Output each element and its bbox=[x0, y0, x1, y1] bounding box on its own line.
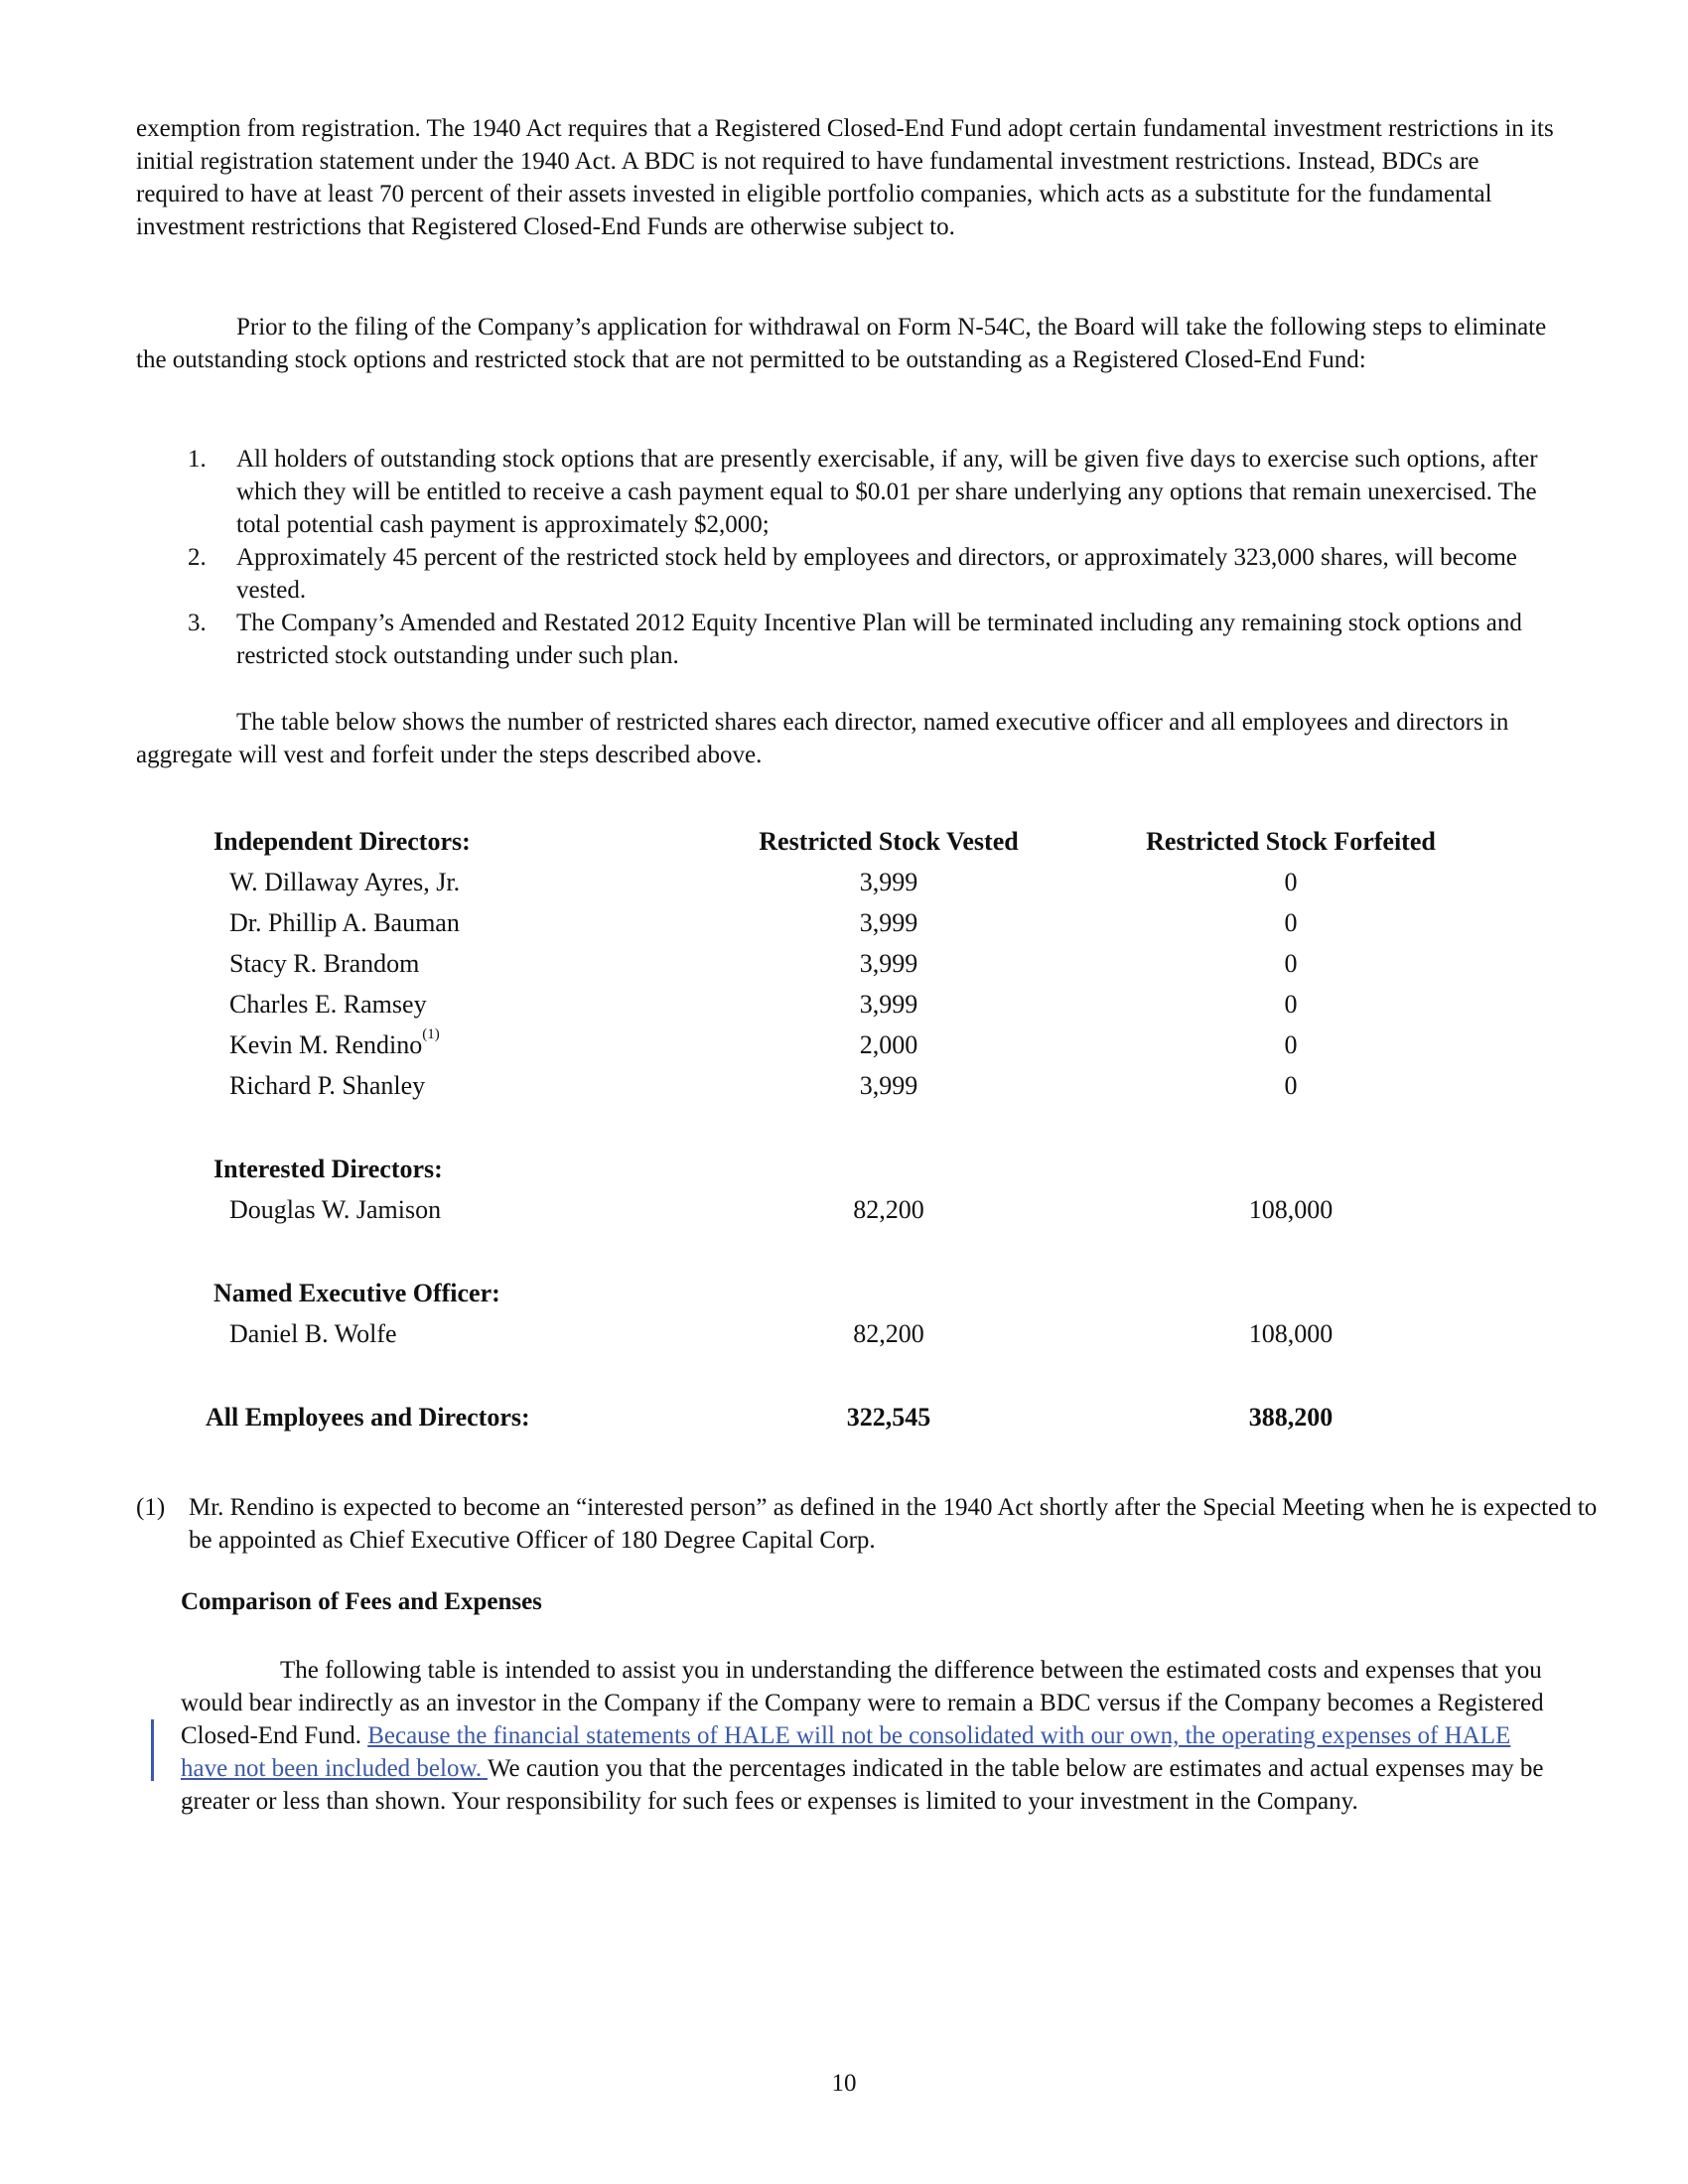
interested-directors-heading: Interested Directors: bbox=[213, 1155, 443, 1183]
total-forfeited-value: 388,200 bbox=[1248, 1403, 1334, 1432]
forfeited-value: 0 bbox=[1284, 1030, 1298, 1059]
list-item-number: 2. bbox=[188, 544, 207, 571]
list-item bbox=[136, 607, 1556, 672]
director-name: Charles E. Ramsey bbox=[229, 990, 427, 1019]
paragraph-text: We caution you that the percentages indicated in the table below are estimates and actual expenses may be greater or less than shown. Your responsibility for such fees or expenses is limited to your investment in the Company. bbox=[181, 1755, 1544, 1815]
table-group-heading bbox=[194, 1279, 1564, 1319]
vested-value: 3,999 bbox=[859, 949, 918, 978]
list-item bbox=[136, 541, 1556, 607]
vested-value: 3,999 bbox=[859, 868, 918, 896]
vested-value: 3,999 bbox=[859, 990, 918, 1019]
vested-value: 82,200 bbox=[853, 1195, 924, 1224]
list-item-text: All holders of outstanding stock options that are presently exercisable, if any, will be given five days to exercise such options, after which they will be entitled to receive a cash payment equal to $0.01 per share underlying any options that remain unexercised. The total potential cash payment is approximately $2,000; bbox=[236, 446, 1538, 538]
director-name: Douglas W. Jamison bbox=[229, 1195, 442, 1224]
table-header-directors: Independent Directors: bbox=[213, 827, 471, 856]
director-name-cell bbox=[229, 1026, 440, 1060]
revision-change-bar bbox=[151, 1719, 154, 1781]
forfeited-value: 0 bbox=[1284, 990, 1298, 1019]
vested-value: 3,999 bbox=[859, 1071, 918, 1100]
table-row bbox=[194, 1195, 1564, 1236]
paragraph-prior-to-filing: Prior to the filing of the Company’s application for withdrawal on Form N-54C, the Board will take the following steps to eliminate the outstanding stock options and restricted stock that are not permitted to be outstanding as a Registered Closed-End Fund: bbox=[136, 314, 1547, 373]
table-row bbox=[194, 1319, 1564, 1360]
table-header-forfeited: Restricted Stock Forfeited bbox=[1146, 827, 1436, 856]
page-number: 10 bbox=[831, 2070, 857, 2097]
paragraph-table-intro: The table below shows the number of restricted shares each director, named executive officer and all employees and directors in aggregate will vest and forfeit under the steps described above. bbox=[136, 709, 1509, 768]
forfeited-value: 108,000 bbox=[1248, 1319, 1334, 1348]
inserted-revision-text: Because the financial statements of HALE will not be consolidated with our own, the operating expenses of HALE have not been included below. bbox=[181, 1722, 1511, 1782]
forfeited-value: 0 bbox=[1284, 908, 1298, 937]
forfeited-value: 0 bbox=[1284, 868, 1298, 896]
paragraph-fees-expenses bbox=[181, 1654, 1551, 1818]
table-row bbox=[194, 1026, 1564, 1071]
footnote-text: Mr. Rendino is expected to become an “interested person” as defined in the 1940 Act shortly after the Special Meeting when he is expected to be appointed as Chief Executive Officer of 180 Degree Capital Corp. bbox=[189, 1494, 1598, 1554]
list-item bbox=[136, 443, 1556, 541]
forfeited-value: 0 bbox=[1284, 1071, 1298, 1100]
table-row bbox=[194, 990, 1564, 1030]
footnote-mark: (1) bbox=[136, 1494, 166, 1521]
director-name: Stacy R. Brandom bbox=[229, 949, 420, 978]
table-spacer bbox=[194, 1236, 1564, 1279]
director-name: W. Dillaway Ayres, Jr. bbox=[229, 868, 461, 896]
vested-value: 2,000 bbox=[859, 1030, 918, 1059]
table-row bbox=[194, 868, 1564, 908]
footnote bbox=[136, 1491, 1609, 1557]
list-item-number: 1. bbox=[188, 446, 207, 473]
table-row bbox=[194, 908, 1564, 949]
section-heading: Comparison of Fees and Expenses bbox=[181, 1588, 542, 1615]
list-item-text: The Company’s Amended and Restated 2012 Equity Incentive Plan will be terminated including any remaining stock options and restricted stock outstanding under such plan. bbox=[236, 610, 1522, 669]
named-executive-officer-heading: Named Executive Officer: bbox=[213, 1279, 500, 1307]
table-row bbox=[194, 1071, 1564, 1112]
total-label: All Employees and Directors: bbox=[206, 1403, 530, 1432]
director-name: Dr. Phillip A. Bauman bbox=[229, 908, 460, 937]
paragraph-exemption: exemption from registration. The 1940 Act requires that a Registered Closed-End Fund adopt certain fundamental investment restrictions in its initial registration statement under the 1940 Act. A BDC is not required to have fundamental investment restrictions. Instead, BDCs are required to have at least 70 percent of their assets invested in eligible portfolio companies, which acts as a substitute for the fundamental investment restrictions that Registered Closed-End Funds are otherwise subject to. bbox=[136, 115, 1554, 240]
footnote-reference: (1) bbox=[422, 1026, 440, 1042]
table-header-row bbox=[194, 827, 1564, 868]
table-spacer bbox=[194, 1112, 1564, 1155]
table-spacer bbox=[194, 1360, 1564, 1403]
total-vested-value: 322,545 bbox=[846, 1403, 931, 1432]
vested-value: 3,999 bbox=[859, 908, 918, 937]
director-name: Kevin M. Rendino bbox=[229, 1030, 423, 1059]
forfeited-value: 108,000 bbox=[1248, 1195, 1334, 1224]
paragraph-text: The following table is intended to assist you in understanding the difference between the estimated costs and expenses that you would bear indirectly as an investor in the Company if the Company were to remain a BDC versus if the Company becomes a Registered Closed-End Fund. bbox=[181, 1657, 1544, 1749]
vested-value: 82,200 bbox=[853, 1319, 924, 1348]
table-header-vested: Restricted Stock Vested bbox=[759, 827, 1019, 856]
table-row bbox=[194, 949, 1564, 990]
table-group-heading bbox=[194, 1155, 1564, 1195]
officer-name: Daniel B. Wolfe bbox=[229, 1319, 397, 1348]
forfeited-value: 0 bbox=[1284, 949, 1298, 978]
director-name: Richard P. Shanley bbox=[229, 1071, 426, 1100]
steps-list bbox=[136, 443, 1556, 672]
table-total-row bbox=[194, 1403, 1564, 1443]
vesting-table bbox=[194, 827, 1564, 1443]
list-item-number: 3. bbox=[188, 610, 207, 636]
list-item-text: Approximately 45 percent of the restricted stock held by employees and directors, or approximately 323,000 shares, will become vested. bbox=[236, 544, 1517, 604]
